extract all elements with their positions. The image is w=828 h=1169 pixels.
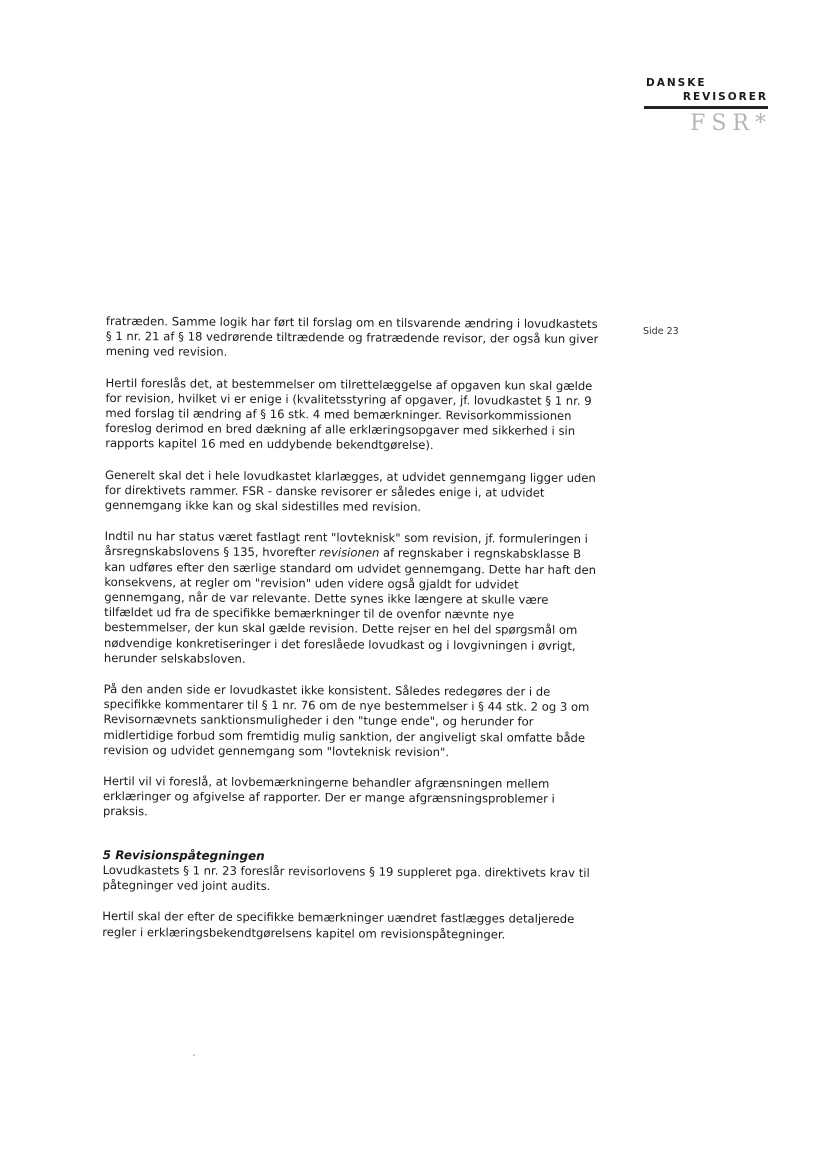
paragraph-5: På den anden side er lovudkastet ikke konsistent. Således redegøres der i de specifikke kommentarer til § 1 nr. 76 om de nye bestemmelser i § 44 stk. 2 og 3 om Revisornævnets sanktionsmuligheder i den "tunge ende", og herunder for midlertidige forbud som fremtidig mulig sanktion, der angiveligt skal omfatte både revision og udvidet gennemgang som "lovteknisk revision". [103, 682, 590, 759]
paragraph-6: Hertil vil vi foreslå, at lovbemærkningerne behandler afgrænsningen mellem erklæringer og afgivelse af rapporter. Der er mange afgrænsningsproblemer i praksis. [102, 774, 555, 819]
document-body [102, 314, 602, 959]
fsr-logo [644, 76, 772, 136]
emphasis-revisionen: revisionen [319, 545, 380, 561]
scan-speck [193, 1054, 195, 1056]
paragraph-1: fratræden. Samme logik har ført til forslag om en tilsvarende ændring i lovudkastets § 1 nr. 21 af § 18 vedrørende tiltrædende og fratrædende revisor, der også kun giver mening ved revision. [105, 314, 599, 360]
logo-fsr-mark: FSR* [690, 111, 772, 136]
paragraph-4: Indtil nu har status været fastlagt rent "lovteknisk" som revision, jf. formuleringen i årsregnskabslovens § 135, hvorefter revisionen af regnskaber i regnskabsklasse B kan udføres efter den særlige standard om udvidet gennemgang. Dette har haft den konsekvens, at regler om "revision" uden videre også gjaldt for udvidet gennemgang, når de var relevante. Dette synes ikke længere at skulle være tilfældet ud fra de specifikke bemærkninger til de ovenfor nævnte nye bestemmelser, der kun skal gælde revision. Dette rejser en hel del spørgsmål om nødvendige konkretiseringer i det foreslåede lovudkast og i lovgivningen i øvrigt, herunder selskabsloven. [103, 529, 597, 666]
page-number: Side 23 [643, 326, 679, 337]
logo-line-revisorer: REVISORER [682, 91, 768, 103]
logo-rule [644, 106, 768, 109]
paragraph-2: Hertil foreslås det, at bestemmelser om tilrettelæggelse af opgaven kun skal gælde for revision, hvilket vi er enige i (kvalitetsstyring af opgaver, jf. lovudkastet § 1 nr. 9 med forslag til ændring af § 16 stk. 4 med bemærkninger. Revisorkommissionen foreslog derimod en bred dækning af alle erklæringsopgaver med sikkerhed i sin rapports kapitel 16 med en uddybende bekendtgørelse). [105, 375, 593, 453]
logo-line-danske: DANSKE [646, 77, 707, 89]
section-heading: 5 Revisionspåtegningen [102, 847, 265, 863]
section-paragraph-1: Lovudkastets § 1 nr. 23 foreslår revisorlovens § 19 suppleret pga. direktivets krav til påtegninger ved joint audits. [102, 862, 590, 894]
paragraph-3: Generelt skal det i hele lovudkastet klarlægges, at udvidet gennemgang ligger uden for direktivets rammer. FSR - danske revisorer er således enige i, at udvidet gennemgang ikke kan og skal sidestilles med revision. [104, 467, 596, 514]
section-paragraph-2: Hertil skal der efter de specifikke bemærkninger uændret fastlægges detaljerede regler i erklæringsbekendtgørelsens kapitel om revisionspåtegninger. [102, 909, 575, 941]
